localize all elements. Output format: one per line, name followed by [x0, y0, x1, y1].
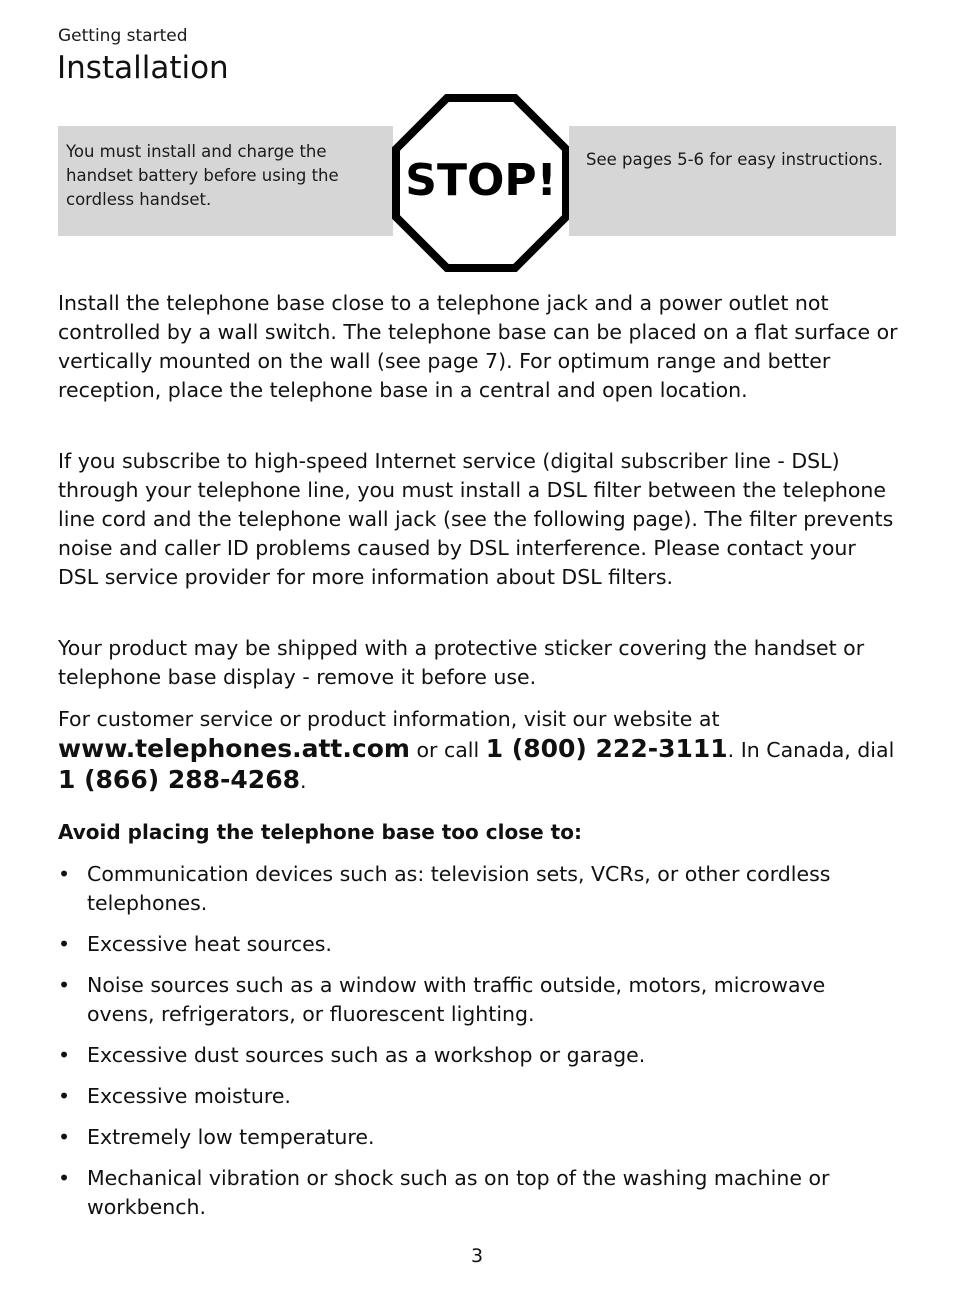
phone-number: 1 (800) 222-3111	[485, 734, 728, 763]
website-link[interactable]: www.telephones.att.com	[58, 734, 410, 763]
stop-sign-icon	[392, 94, 570, 272]
battery-notice: You must install and charge the handset battery before using the cordless handset.	[58, 126, 393, 236]
list-item: • Excessive moisture.	[58, 1082, 898, 1111]
list-item: • Excessive dust sources such as a workshop or garage.	[58, 1041, 898, 1070]
page-number: 3	[470, 1245, 484, 1267]
contact-or-call: or call	[409, 738, 486, 762]
avoid-heading: Avoid placing the telephone base too close to:	[58, 820, 582, 844]
stop-sign-text: STOP!	[405, 155, 557, 206]
section-label: Getting started	[58, 26, 188, 46]
contact-canada: . In Canada, dial	[727, 738, 895, 762]
list-item: • Communication devices such as: television sets, VCRs, or other cordless telephones.	[58, 860, 898, 918]
dsl-paragraph: If you subscribe to high-speed Internet service (digital subscriber line - DSL) through your telephone line, you must install a DSL filter between the telephone line cord and the telephone wall jack (see the following page). The filter prevents noise and caller ID problems caused by DSL interference. Please contact your DSL service provider for more information about DSL filters.	[58, 449, 894, 589]
page-title: Installation	[57, 50, 229, 86]
list-item: • Mechanical vibration or shock such as on top of the washing machine or workbench.	[58, 1164, 898, 1222]
contact-paragraph	[58, 705, 898, 796]
contact-end: .	[299, 769, 307, 793]
list-item: • Noise sources such as a window with traffic outside, motors, microwave ovens, refrigerators, or fluorescent lighting.	[58, 971, 898, 1029]
placement-paragraph: Install the telephone base close to a telephone jack and a power outlet not controlled by a wall switch. The telephone base can be placed on a flat surface or vertically mounted on the wall (see page 7). For optimum range and better reception, place the telephone base in a central and open location.	[58, 291, 898, 402]
canada-phone-number: 1 (866) 288-4268	[58, 765, 300, 794]
avoid-list	[58, 860, 898, 1234]
contact-intro: For customer service or product information, visit our website at	[58, 707, 720, 731]
sticker-paragraph: Your product may be shipped with a protective sticker covering the handset or telephone base display - remove it before use.	[58, 636, 865, 689]
list-item: • Excessive heat sources.	[58, 930, 898, 959]
list-item: • Extremely low temperature.	[58, 1123, 898, 1152]
instructions-notice: See pages 5-6 for easy instructions.	[569, 126, 896, 236]
